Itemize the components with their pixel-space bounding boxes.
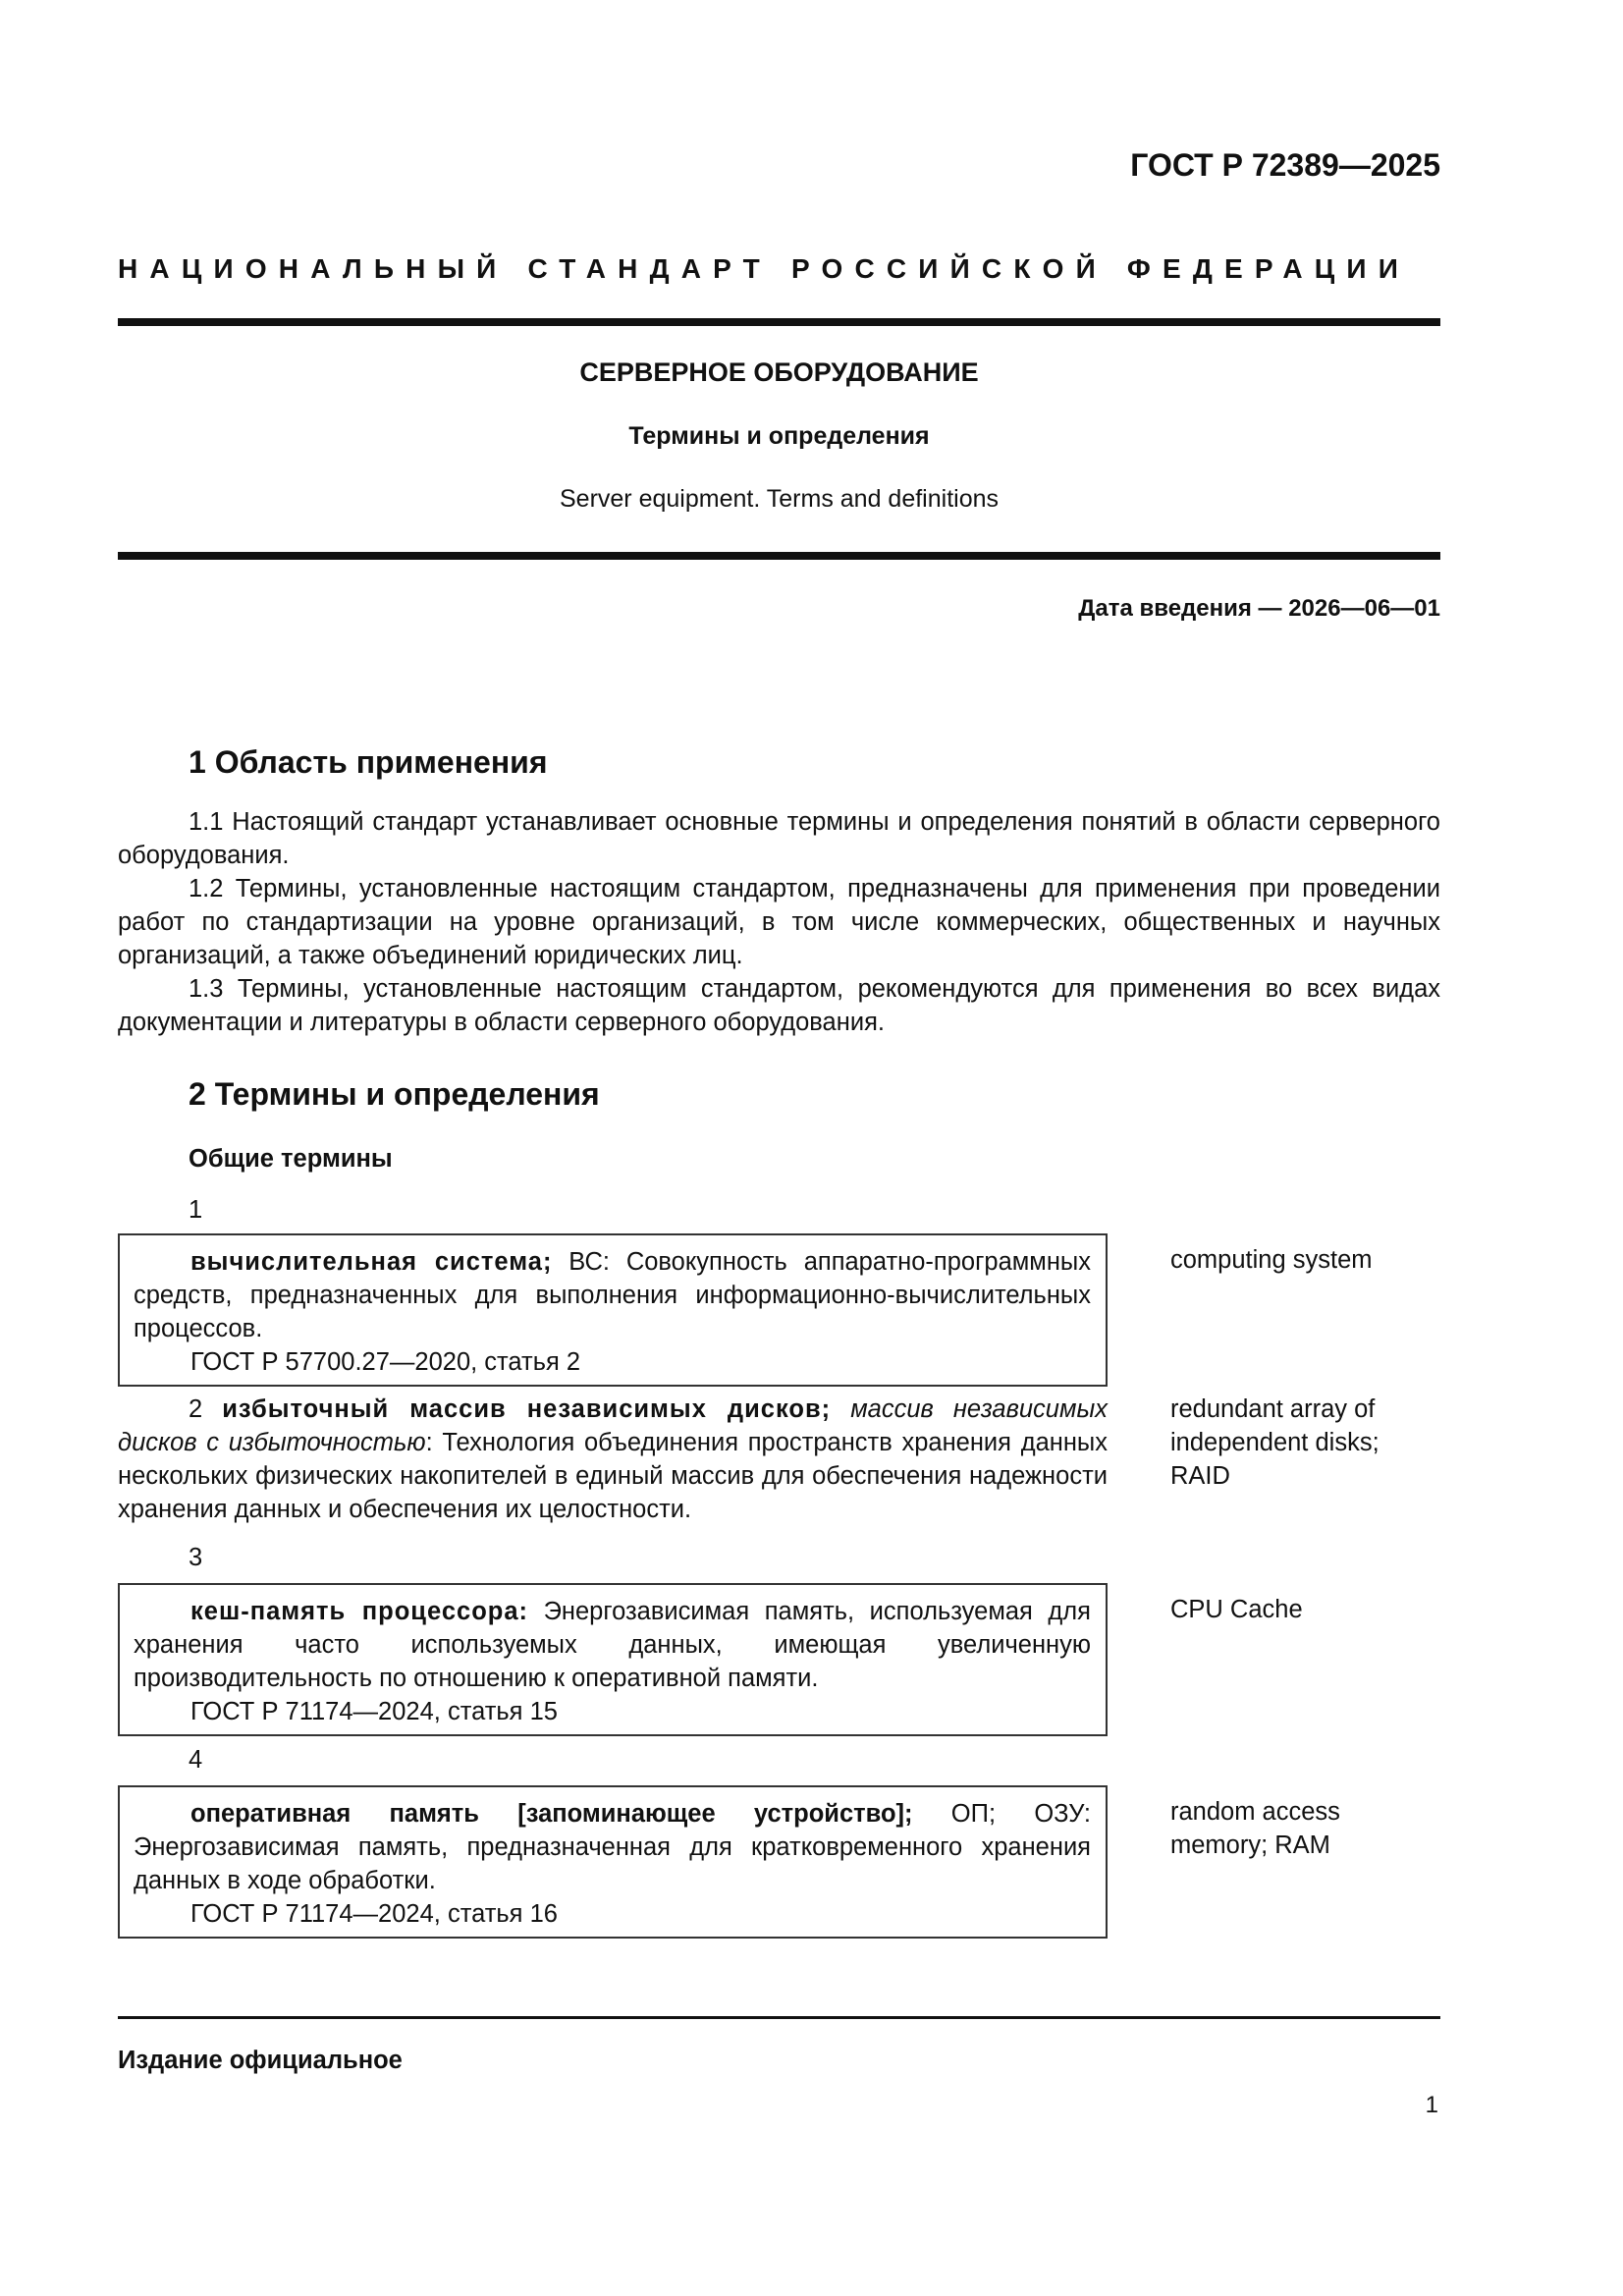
section-1-heading: 1 Область применения [189,744,548,780]
term-english: redundant array of independent disks; RAID [1170,1395,1380,1490]
term-abbreviation: ВС: [552,1248,626,1276]
term-english: CPU Cache [1170,1596,1303,1623]
term-source: ГОСТ Р 71174—2024, статья 15 [190,1698,558,1725]
clause-1-1: 1.1 Настоящий стандарт устанавливает основные термины и определения понятий в области серверного оборудования. [118,808,1440,869]
term-definition: Энергозависимая память, предназначенная для кратковременного хранения данных в ходе обработки. [134,1833,1091,1894]
term-number: 4 [189,1746,203,1774]
term-box [118,1785,1108,1939]
clause-1-2: 1.2 Термины, установленные настоящим стандартом, предназначены для применения при проведении работ по стандартизации на уровне организаций, в том числе коммерческих, общественных и научных организаций, а также объединений юридических лиц. [118,875,1440,969]
term-definition: Энергозависимая память, используемая для хранения часто используемых данных, имеющая увеличенную производительность по отношению к оперативной памяти. [134,1598,1091,1692]
document-title-english: Server equipment. Terms and definitions [560,485,999,513]
introduction-date: Дата введения — 2026—06—01 [1078,595,1440,622]
term-name: избыточный массив независимых дисков; [222,1395,832,1423]
edition-label: Издание официальное [118,2047,403,2074]
term-entry [134,1595,1091,1695]
page-number: 1 [1425,2092,1438,2118]
term-abbreviation: ОП; ОЗУ: [912,1800,1091,1828]
term-entry [118,1393,1108,1526]
term-entry [134,1797,1091,1897]
term-source: ГОСТ Р 57700.27—2020, статья 2 [190,1348,581,1376]
term-definition: : Технология объединения пространств хранения данных нескольких физических накопителей в единый массив для обеспечения надежности хранения данных и обеспечения их целостности. [118,1429,1108,1523]
header-rule [118,318,1440,326]
term-definition: Совокупность аппаратно-программных средств, предназначенных для выполнения информационно-вычислительных процессов. [134,1248,1091,1342]
clause-1-3: 1.3 Термины, установленные настоящим стандартом, рекомендуются для применения во всех видах документации и литературы в области серверного оборудования. [118,975,1440,1036]
document-title: СЕРВЕРНОЕ ОБОРУДОВАНИЕ [579,357,979,387]
national-standard-banner: НАЦИОНАЛЬНЫЙ СТАНДАРТ РОССИЙСКОЙ ФЕДЕРАЦИИ [118,253,1411,284]
term-number: 2 [189,1395,203,1423]
term-english: computing system [1170,1246,1373,1274]
term-source: ГОСТ Р 71174—2024, статья 16 [190,1900,558,1928]
term-name: кеш-память процессора: [190,1598,529,1625]
term-synonym: массив независимых дисков с избыточностью [118,1395,1108,1456]
section-1-body [118,805,1440,1039]
section-2-heading: 2 Термины и определения [189,1076,600,1112]
document-code: ГОСТ Р 72389—2025 [1130,147,1440,183]
term-number: 3 [189,1544,203,1571]
title-rule [118,552,1440,560]
term-entry [134,1245,1091,1345]
term-english: random access memory; RAM [1170,1798,1340,1859]
footer-rule [118,2016,1440,2019]
terms-subheading: Общие термины [189,1145,393,1173]
term-box [118,1233,1108,1387]
term-number: 1 [189,1196,203,1224]
term-box [118,1583,1108,1736]
term-name: оперативная память [запоминающее устройство]; [190,1800,913,1828]
term-name: вычислительная система; [190,1248,553,1276]
document-subtitle: Термины и определения [628,422,930,450]
